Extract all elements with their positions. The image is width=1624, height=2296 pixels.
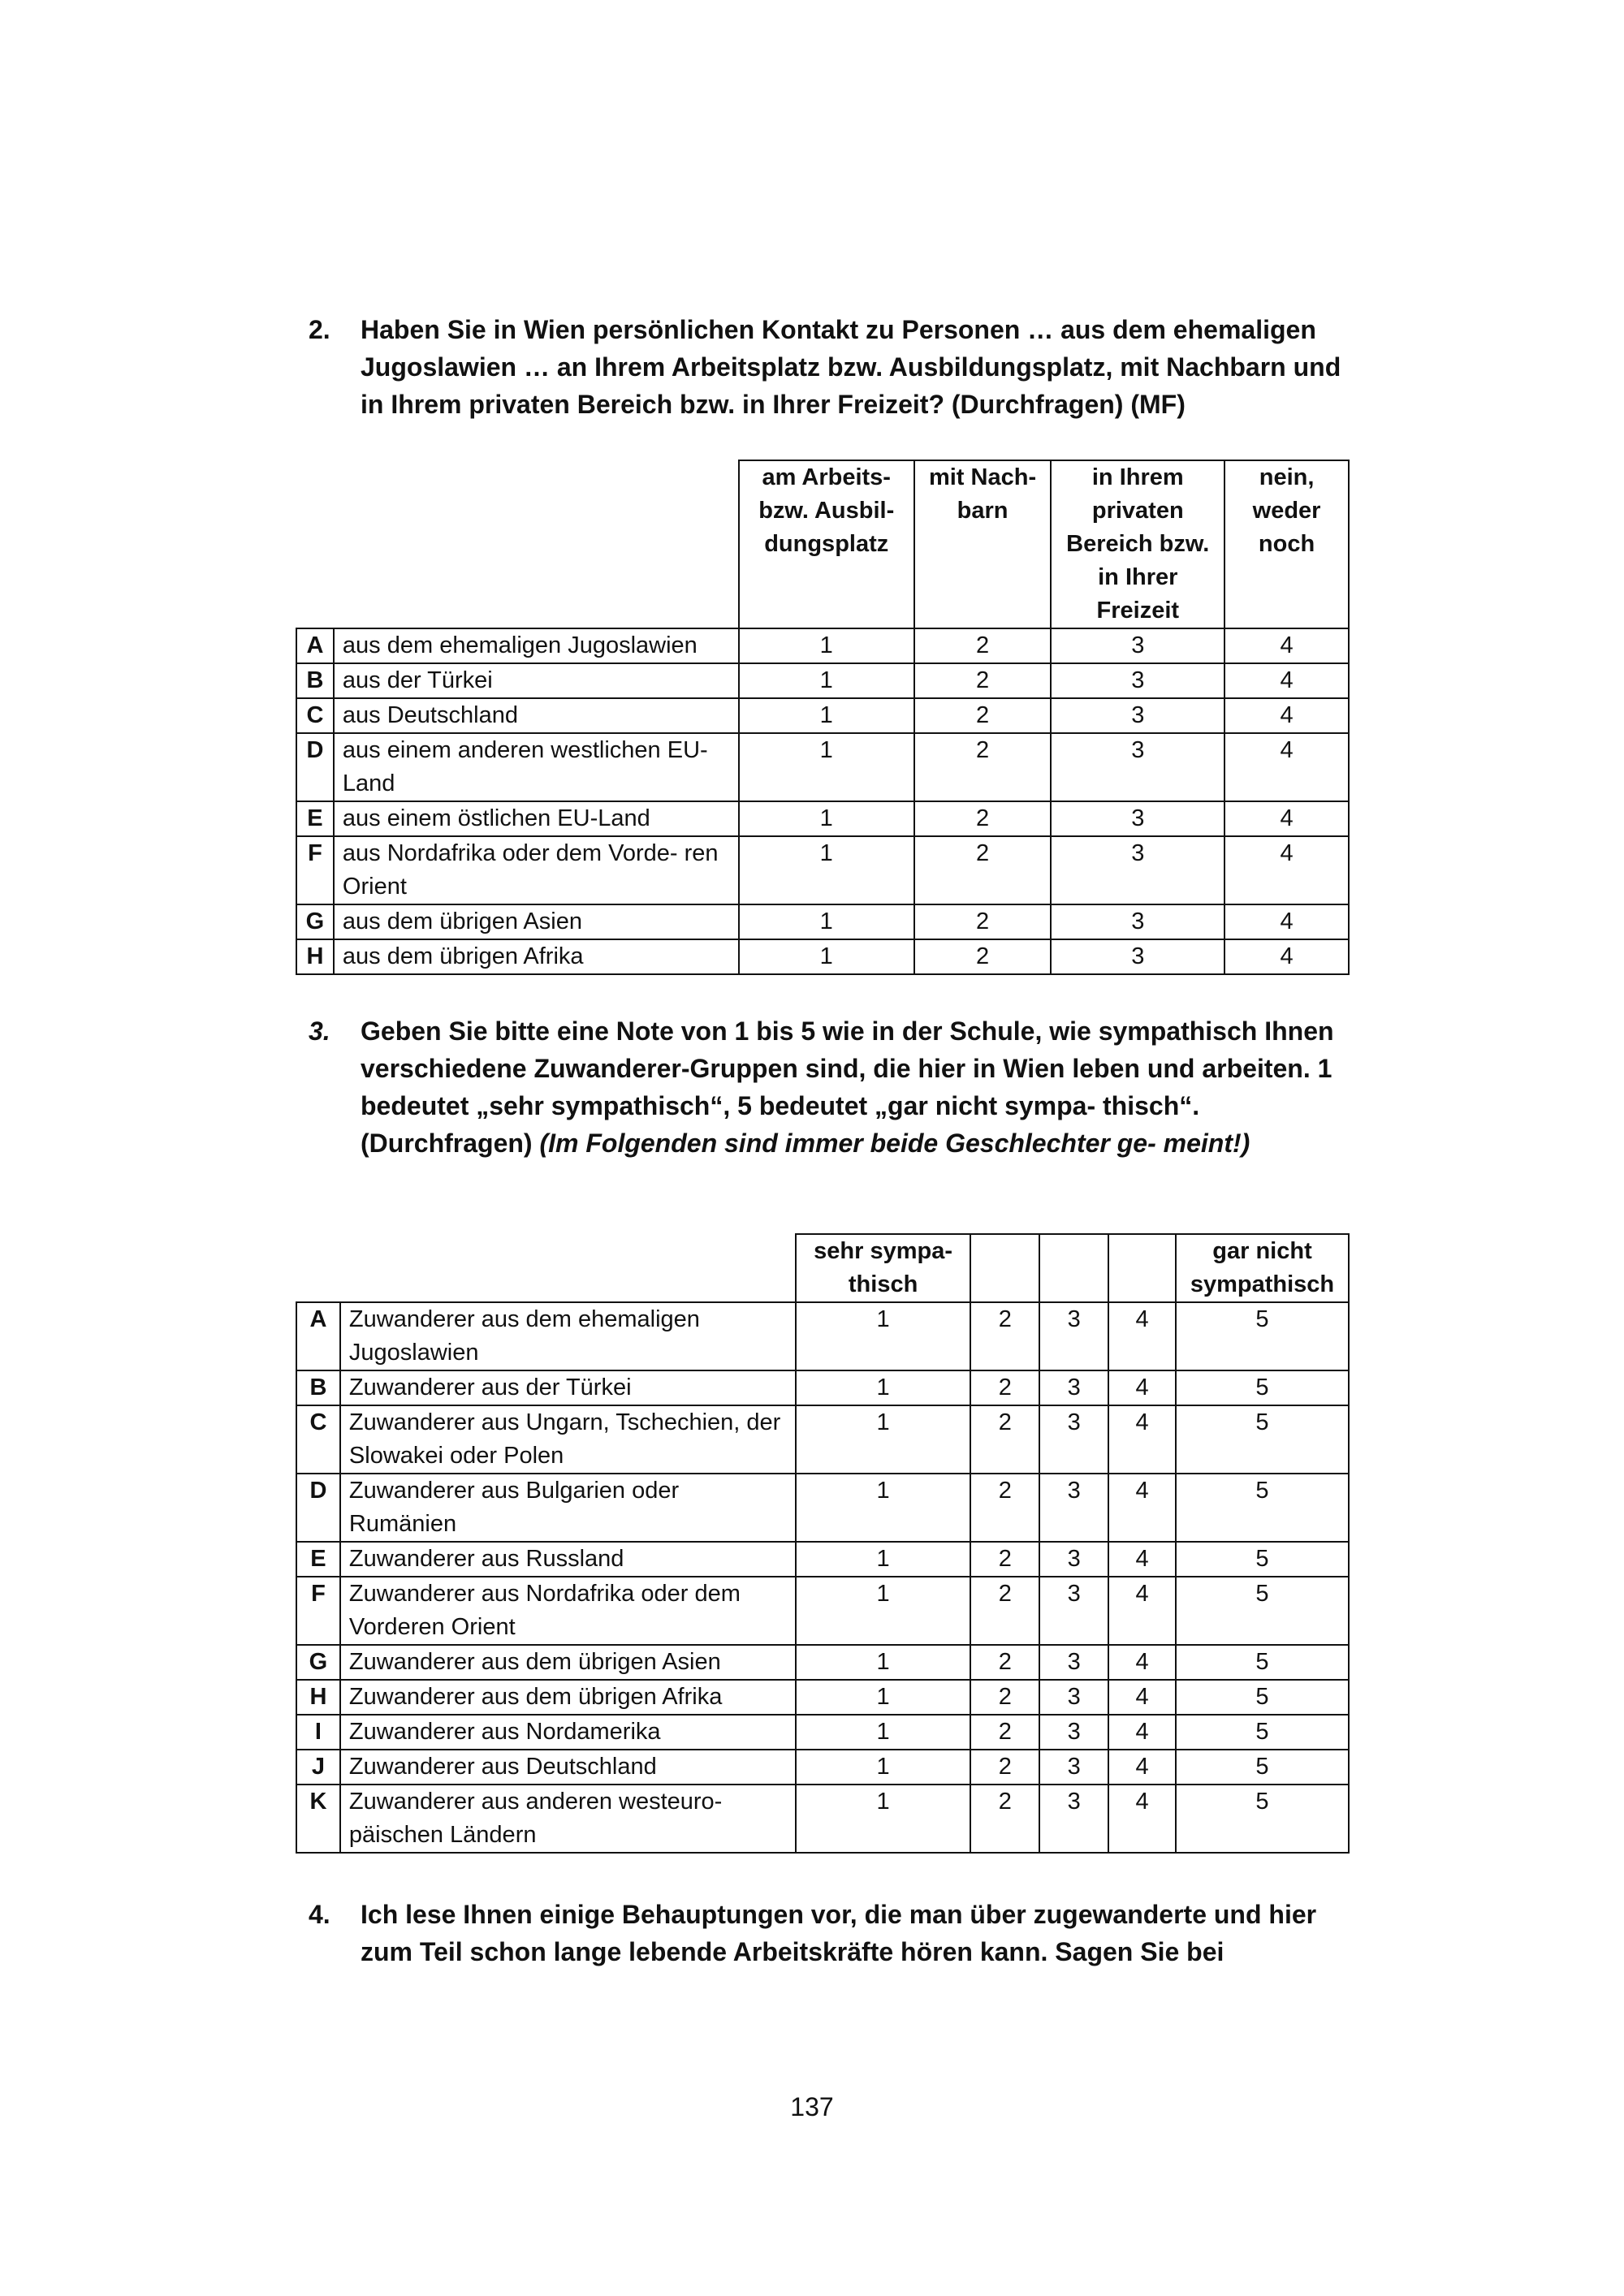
answer-code: 1: [739, 698, 914, 733]
column-header: in Ihrem privaten Bereich bzw. in Ihrer Freizeit: [1051, 460, 1224, 628]
table-row: [296, 836, 1349, 904]
table-row: [296, 801, 1349, 836]
column-header: mit Nach- barn: [914, 460, 1052, 628]
row-letter: A: [296, 1302, 340, 1370]
answer-code: 3: [1051, 801, 1224, 836]
answer-code: 2: [970, 1405, 1039, 1474]
row-letter: H: [296, 939, 334, 974]
answer-code: 3: [1039, 1785, 1108, 1853]
header-blank: [296, 460, 334, 628]
row-label: Zuwanderer aus Ungarn, Tschechien, der Slowakei oder Polen: [340, 1405, 796, 1474]
question-number: 4.: [309, 1900, 330, 1929]
answer-code: 5: [1176, 1405, 1349, 1474]
row-letter: H: [296, 1680, 340, 1715]
column-header: am Arbeits- bzw. Ausbil- dungsplatz: [739, 460, 914, 628]
question-text: Ich lese Ihnen einige Behauptungen vor, die man über zugewanderte und hier zum Teil schon lange lebende Arbeitskräfte hören kann. Sagen Sie bei: [361, 1900, 1317, 1966]
question-note: (Im Folgenden sind immer beide Geschlechter ge- meint!): [539, 1129, 1250, 1158]
row-letter: D: [296, 1474, 340, 1542]
question-4: [309, 1896, 1348, 1970]
answer-code: 5: [1176, 1680, 1349, 1715]
answer-code: 4: [1224, 663, 1349, 698]
answer-code: 4: [1108, 1302, 1176, 1370]
answer-code: 2: [970, 1645, 1039, 1680]
answer-code: 3: [1039, 1715, 1108, 1750]
answer-code: 2: [914, 904, 1052, 939]
answer-code: 2: [970, 1474, 1039, 1542]
page-number: 137: [790, 2092, 834, 2121]
header-blank: [340, 1234, 796, 1302]
answer-code: 3: [1039, 1370, 1108, 1405]
answer-code: 2: [914, 939, 1052, 974]
row-label: aus einem anderen westlichen EU-Land: [334, 733, 739, 801]
answer-code: 5: [1176, 1474, 1349, 1542]
answer-code: 5: [1176, 1577, 1349, 1645]
answer-code: 3: [1051, 939, 1224, 974]
row-label: aus Deutschland: [334, 698, 739, 733]
answer-code: 3: [1051, 836, 1224, 904]
answer-code: 5: [1176, 1302, 1349, 1370]
question-number: 2.: [309, 315, 330, 344]
answer-code: 4: [1224, 698, 1349, 733]
answer-code: 4: [1108, 1577, 1176, 1645]
row-letter: K: [296, 1785, 340, 1853]
question-2: [309, 311, 1348, 423]
answer-code: 3: [1039, 1577, 1108, 1645]
answer-code: 4: [1108, 1750, 1176, 1785]
answer-code: 2: [914, 698, 1052, 733]
header-blank: [334, 460, 739, 628]
answer-code: 1: [739, 939, 914, 974]
column-header: nein, weder noch: [1224, 460, 1349, 628]
answer-code: 1: [796, 1645, 971, 1680]
row-label: aus dem übrigen Asien: [334, 904, 739, 939]
answer-code: 4: [1108, 1715, 1176, 1750]
row-letter: D: [296, 733, 334, 801]
answer-code: 2: [970, 1785, 1039, 1853]
column-header: [970, 1234, 1039, 1302]
row-letter: G: [296, 1645, 340, 1680]
answer-code: 4: [1108, 1542, 1176, 1577]
answer-code: 2: [970, 1715, 1039, 1750]
column-header: [1039, 1234, 1108, 1302]
row-letter: J: [296, 1750, 340, 1785]
row-label: Zuwanderer aus Bulgarien oder Rumänien: [340, 1474, 796, 1542]
answer-code: 4: [1224, 801, 1349, 836]
answer-code: 1: [796, 1405, 971, 1474]
table-row: [296, 1750, 1349, 1785]
answer-code: 3: [1051, 663, 1224, 698]
row-letter: C: [296, 1405, 340, 1474]
answer-code: 4: [1224, 836, 1349, 904]
answer-code: 4: [1108, 1680, 1176, 1715]
row-label: Zuwanderer aus dem übrigen Afrika: [340, 1680, 796, 1715]
row-label: aus einem östlichen EU-Land: [334, 801, 739, 836]
answer-code: 3: [1051, 904, 1224, 939]
answer-code: 3: [1039, 1474, 1108, 1542]
answer-code: 4: [1108, 1474, 1176, 1542]
sympathy-table: [296, 1233, 1350, 1854]
row-letter: G: [296, 904, 334, 939]
answer-code: 4: [1108, 1645, 1176, 1680]
answer-code: 2: [914, 733, 1052, 801]
row-label: Zuwanderer aus Deutschland: [340, 1750, 796, 1785]
question-number: 3.: [309, 1016, 330, 1046]
table-row: [296, 1577, 1349, 1645]
answer-code: 4: [1224, 733, 1349, 801]
row-letter: F: [296, 1577, 340, 1645]
answer-code: 2: [914, 628, 1052, 663]
answer-code: 4: [1108, 1785, 1176, 1853]
answer-code: 1: [796, 1715, 971, 1750]
answer-code: 1: [796, 1577, 971, 1645]
answer-code: 1: [739, 628, 914, 663]
answer-code: 5: [1176, 1785, 1349, 1853]
table-row: [296, 1715, 1349, 1750]
table-row: [296, 663, 1349, 698]
row-letter: A: [296, 628, 334, 663]
column-header: sehr sympa- thisch: [796, 1234, 971, 1302]
answer-code: 1: [739, 801, 914, 836]
answer-code: 3: [1051, 628, 1224, 663]
table-row: [296, 628, 1349, 663]
row-label: Zuwanderer aus der Türkei: [340, 1370, 796, 1405]
answer-code: 3: [1039, 1405, 1108, 1474]
row-label: Zuwanderer aus Nordafrika oder dem Vorderen Orient: [340, 1577, 796, 1645]
table-header-row: [296, 1234, 1349, 1302]
answer-code: 3: [1051, 733, 1224, 801]
table-row: [296, 1302, 1349, 1370]
row-label: aus Nordafrika oder dem Vorde- ren Orient: [334, 836, 739, 904]
answer-code: 1: [739, 904, 914, 939]
answer-code: 5: [1176, 1750, 1349, 1785]
question-text: Haben Sie in Wien persönlichen Kontakt zu Personen … aus dem ehemaligen Jugoslawien … an Ihrem Arbeitsplatz bzw. Ausbildungsplatz, mit Nachbarn und in Ihrem privaten Bereich bzw. in Ihrer Freizeit? (Durchfragen) (MF): [361, 315, 1341, 419]
answer-code: 5: [1176, 1542, 1349, 1577]
answer-code: 2: [970, 1750, 1039, 1785]
answer-code: 2: [970, 1542, 1039, 1577]
answer-code: 3: [1039, 1680, 1108, 1715]
table-header-row: [296, 460, 1349, 628]
answer-code: 5: [1176, 1645, 1349, 1680]
answer-code: 4: [1224, 939, 1349, 974]
table-row: [296, 1645, 1349, 1680]
table-row: [296, 1370, 1349, 1405]
answer-code: 3: [1039, 1750, 1108, 1785]
row-letter: B: [296, 1370, 340, 1405]
header-blank: [296, 1234, 340, 1302]
table-row: [296, 1542, 1349, 1577]
row-letter: F: [296, 836, 334, 904]
table-row: [296, 939, 1349, 974]
answer-code: 2: [970, 1577, 1039, 1645]
answer-code: 1: [796, 1474, 971, 1542]
table-row: [296, 1785, 1349, 1853]
answer-code: 3: [1039, 1542, 1108, 1577]
answer-code: 1: [796, 1370, 971, 1405]
contact-table: [296, 460, 1350, 975]
question-body: Geben Sie bitte eine Note von 1 bis 5 wie in der Schule, wie sympathisch Ihnen verschiedene Zuwanderer-Gruppen sind, die hier in Wien leben und arbeiten. 1 bedeutet „sehr sympathisch“, 5 bedeutet „gar nicht sympa- thisch“. (Durchfragen): [361, 1016, 1334, 1158]
question-3: [309, 1012, 1348, 1162]
row-letter: E: [296, 801, 334, 836]
answer-code: 4: [1108, 1370, 1176, 1405]
row-letter: I: [296, 1715, 340, 1750]
column-header: [1108, 1234, 1176, 1302]
table-row: [296, 1474, 1349, 1542]
answer-code: 4: [1224, 628, 1349, 663]
answer-code: 2: [914, 836, 1052, 904]
answer-code: 3: [1051, 698, 1224, 733]
answer-code: 1: [739, 836, 914, 904]
table-row: [296, 1680, 1349, 1715]
answer-code: 1: [796, 1302, 971, 1370]
row-label: Zuwanderer aus dem übrigen Asien: [340, 1645, 796, 1680]
answer-code: 2: [914, 663, 1052, 698]
table-row: [296, 698, 1349, 733]
answer-code: 2: [970, 1370, 1039, 1405]
answer-code: 1: [796, 1785, 971, 1853]
answer-code: 3: [1039, 1645, 1108, 1680]
row-label: aus der Türkei: [334, 663, 739, 698]
answer-code: 5: [1176, 1715, 1349, 1750]
row-label: aus dem übrigen Afrika: [334, 939, 739, 974]
row-label: Zuwanderer aus Russland: [340, 1542, 796, 1577]
row-letter: E: [296, 1542, 340, 1577]
table-row: [296, 904, 1349, 939]
answer-code: 1: [739, 733, 914, 801]
table-row: [296, 1405, 1349, 1474]
row-label: Zuwanderer aus dem ehemaligen Jugoslawien: [340, 1302, 796, 1370]
row-label: Zuwanderer aus anderen westeuro- päischen Ländern: [340, 1785, 796, 1853]
row-letter: B: [296, 663, 334, 698]
answer-code: 1: [796, 1542, 971, 1577]
row-letter: C: [296, 698, 334, 733]
answer-code: 5: [1176, 1370, 1349, 1405]
answer-code: 4: [1224, 904, 1349, 939]
answer-code: 1: [796, 1750, 971, 1785]
answer-code: 2: [914, 801, 1052, 836]
answer-code: 4: [1108, 1405, 1176, 1474]
row-label: aus dem ehemaligen Jugoslawien: [334, 628, 739, 663]
column-header: gar nicht sympathisch: [1176, 1234, 1349, 1302]
question-text: [361, 1012, 1348, 1162]
answer-code: 1: [796, 1680, 971, 1715]
answer-code: 2: [970, 1302, 1039, 1370]
answer-code: 3: [1039, 1302, 1108, 1370]
answer-code: 2: [970, 1680, 1039, 1715]
table-row: [296, 733, 1349, 801]
row-label: Zuwanderer aus Nordamerika: [340, 1715, 796, 1750]
answer-code: 1: [739, 663, 914, 698]
